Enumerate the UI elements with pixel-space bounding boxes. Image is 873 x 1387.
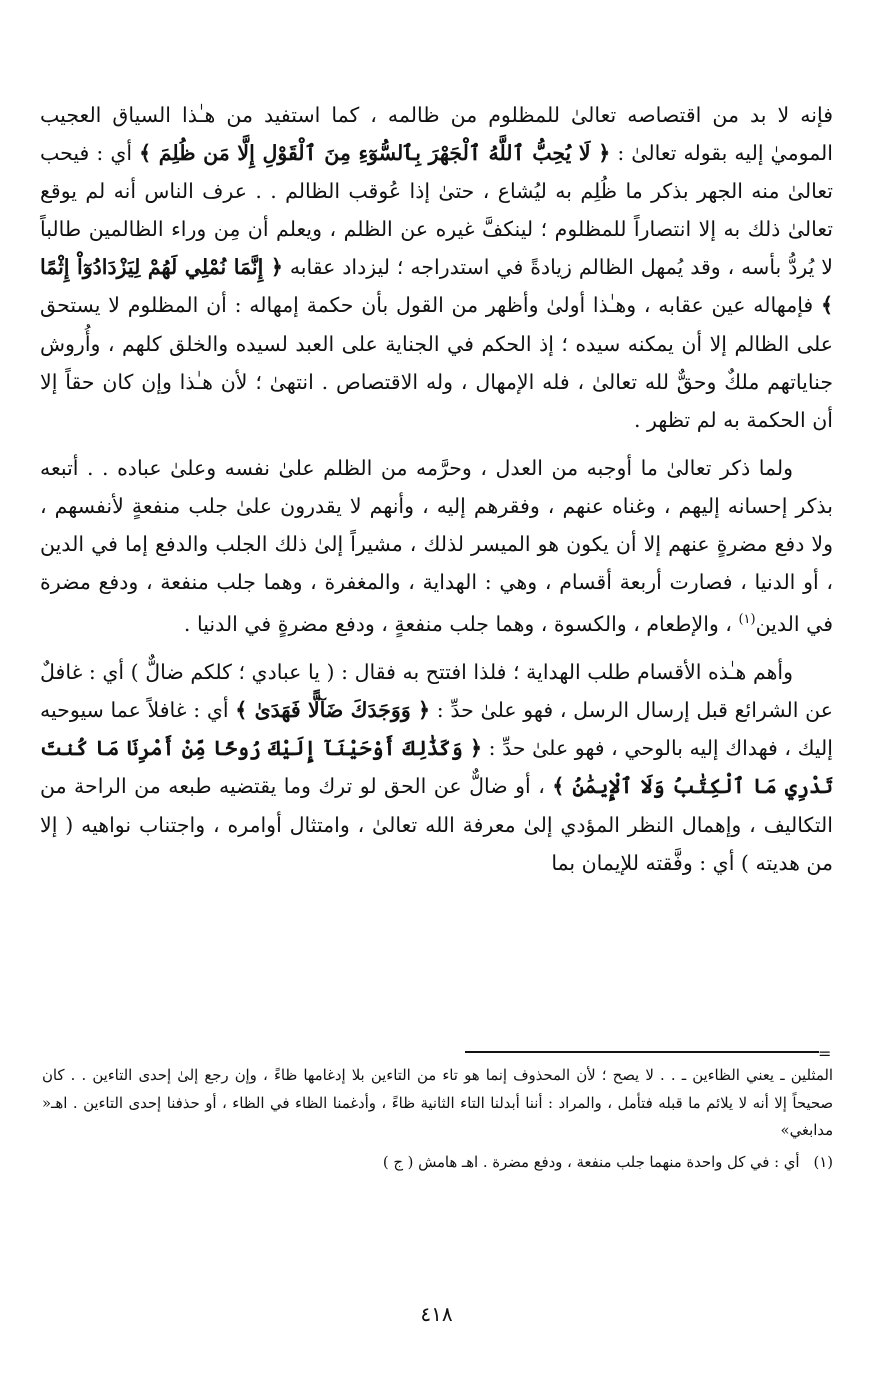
- footnote-divider: [465, 1051, 819, 1053]
- quran-verse: ﴿ وَكَذَٰلِكَ أَوْحَيْنَآ إِلَيْكَ رُوحًا مِّنْ أَمْرِنَا مَا كُنتَ تَدْرِي مَا ٱلْكِتَٰبُ وَلَا ٱلْإِيمَٰنُ ﴾: [40, 736, 834, 799]
- quran-verse: ﴿ وَوَجَدَكَ ضَآلًّا فَهَدَىٰ ﴾: [235, 698, 431, 723]
- footnote-continuation-mark: =: [818, 1044, 832, 1063]
- quran-verse: ﴿ لَا يُحِبُّ ٱللَّهُ ٱلْجَهْرَ بِٱلسُّوٓءِ مِنَ ٱلْقَوْلِ إِلَّا مَن ظُلِمَ ﴾: [139, 141, 611, 166]
- paragraph-3-text-b: أي : غافلاً عما سيوحيه إليك ، فهداك إليه بالوحي ، فهو علىٰ حدِّ :: [40, 698, 833, 761]
- quran-verse: ﴿ إِنَّمَا نُمْلِي لَهُمْ لِيَزْدَادُوٓاْ إِثْمًا ﴾: [40, 255, 833, 318]
- paragraph-1-text-b: أي : فيحب تعالىٰ منه الجهر بذكر ما ظُلِم به ليُشاع ، حتىٰ إذا عُوقب الظالم . . عرف الناس أنه لم يوقع تعالىٰ ذلك به إلا انتصاراً للمظلوم ؛ لينكفَّ غيره عن الظلم ، ويعلم أن مِن وراء الظالمين طالباً لا يُردُّ بأسه ، وقد يُمهل الظالم زيادةً في استدراجه ؛ ليزداد عقابه: [40, 141, 833, 280]
- paragraph-3-text-a: وأهم هـٰذه الأقسام طلب الهداية ؛ فلذا افتتح به فقال : ( يا عبادي ؛ كلكم ضالٌّ ) أي : غافلٌ عن الشرائع قبل إرسال الرسل ، فهو علىٰ حدِّ :: [40, 660, 833, 723]
- page-number: ٤١٨: [420, 1302, 453, 1326]
- paragraph-1: [40, 96, 833, 439]
- footnote-1-text: أي : في كل واحدة منهما جلب منفعة ، ودفع مضرة . اهـ هامش ( ج ): [382, 1153, 800, 1171]
- footnote-1: [42, 1149, 833, 1177]
- paragraph-1-text-a: فإنه لا بد من اقتصاصه تعالىٰ للمظلوم من ظالمه ، كما استفيد من هـٰذا السياق العجيب الموميٰ إليه بقوله تعالىٰ :: [40, 103, 834, 166]
- paragraph-3: [40, 653, 833, 882]
- paragraph-2-text-b: ، والإطعام ، والكسوة ، وهما جلب منفعةٍ ، ودفع مضرةٍ في الدنيا .: [183, 612, 739, 637]
- main-text-body: [40, 96, 833, 882]
- paragraph-3-text-c: ، أو ضالٌّ عن الحق لو ترك وما يقتضيه طبعه من الراحة من التكاليف ، وإهمال النظر المؤدي إلىٰ معرفة الله تعالىٰ ، وامتثال أوامره ، واجتناب نواهيه ( إلا من هديته ) أي : وفَّقته للإيمان بما: [40, 774, 833, 875]
- footnote-continued: المثلين ـ يعني الظاءين ـ . . لا يصح ؛ لأن المحذوف إنما هو تاء من التاءين بلا إدغامها ظاءً ، وإن رجع إلىٰ إحدى التاءين . . كان صحيحاً إلا أنه لا يلائم ما قبله فتأمل ، والمراد : أننا أبدلنا التاء الثانية ظاءً ، وأدغمنا الظاء في الظاء ، أو حذفنا إحدى التاءين . اهـ« مدابغي»: [42, 1067, 833, 1139]
- footnote-reference[interactable]: (١): [738, 612, 756, 628]
- footnote-1-number: (١): [813, 1153, 833, 1171]
- paragraph-2: [40, 449, 833, 643]
- paragraph-1-text-c: فإمهاله عين عقابه ، وهـٰذا أولىٰ وأظهر من القول بأن حكمة إمهاله : أن المظلوم لا يستحق على الظالم إلا أن يمكنه سيده ؛ إذ الحكم في الجناية على العبد لسيده والخلق كلهم ، وأُروش جناياتهم ملكٌ وحقٌّ لله تعالىٰ ، فله الإمهال ، وله الاقتصاص . انتهىٰ ؛ لأن هـٰذا وإن كان حقاً إلا أن الحكمة به لم تظهر .: [40, 293, 833, 432]
- paragraph-2-text-a: ولما ذكر تعالىٰ ما أوجبه من العدل ، وحرَّمه من الظلم علىٰ نفسه وعلىٰ عباده . . أتبعه بذكر إحسانه إليهم ، وغناه عنهم ، وفقرهم إليه ، وأنهم لا يقدرون علىٰ جلب منفعةٍ لأنفسهم ، ولا دفع مضرةٍ عنهم إلا أن يكون هو الميسر لذلك ، مشيراً إلىٰ ذلك الجلب والدفع إما في الدين ، أو الدنيا ، فصارت أربعة أقسام ، وهي : الهداية ، والمغفرة ، وهما جلب منفعة ، ودفع مضرة في الدين: [40, 455, 833, 637]
- footnotes-section: [42, 1062, 833, 1176]
